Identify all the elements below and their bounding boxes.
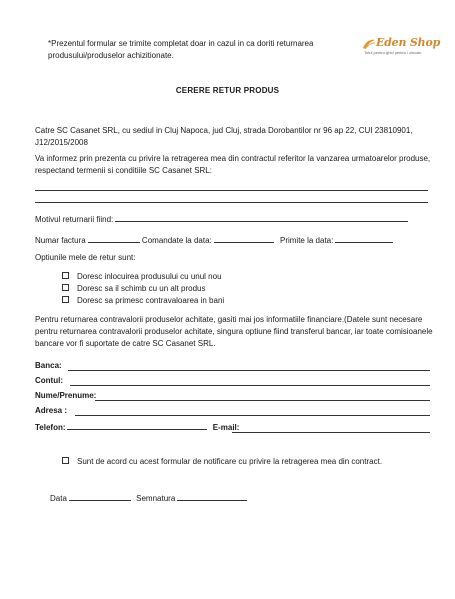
invoice-field[interactable] (88, 234, 140, 243)
eden-shop-logo (362, 36, 441, 58)
bank-field[interactable] (68, 362, 430, 371)
signature-row (50, 492, 247, 505)
account-field[interactable] (70, 377, 430, 386)
reason-field[interactable] (115, 213, 408, 222)
products-line-2[interactable] (35, 202, 428, 203)
option-replace[interactable] (62, 272, 222, 283)
option-refund[interactable] (62, 296, 224, 307)
agreement-checkbox[interactable] (62, 457, 69, 464)
option-refund-checkbox[interactable] (62, 296, 69, 303)
agreement-row[interactable] (62, 457, 382, 468)
received-label: Primite la data: (279, 236, 334, 245)
date-field[interactable] (69, 492, 131, 501)
address-row (35, 406, 430, 417)
option-replace-checkbox[interactable] (62, 272, 69, 279)
option-exchange-checkbox[interactable] (62, 284, 69, 291)
option-replace-label: Doresc inlocuirea produsului cu unul nou (77, 272, 222, 281)
email-label: E-mail: (212, 423, 240, 432)
logo-wordmark: Eden Shop (376, 36, 441, 49)
option-exchange[interactable] (62, 284, 206, 295)
date-label: Data (50, 494, 67, 503)
form-title: CERERE RETUR PRODUS (175, 86, 280, 95)
account-label: Contul: (35, 376, 63, 385)
address-field[interactable] (75, 407, 430, 416)
ordered-label: Comandate la data: (141, 236, 212, 245)
name-label: Nume/Prenume: (35, 391, 97, 400)
ordered-date-field[interactable] (214, 234, 274, 243)
signature-field[interactable] (177, 492, 247, 501)
bank-row (35, 361, 430, 372)
name-field[interactable] (95, 392, 430, 401)
received-date-field[interactable] (335, 234, 393, 243)
options-heading: Optiunile mele de retur sunt: (35, 253, 136, 262)
invoice-label: Numar factura (35, 236, 86, 245)
reason-label: Motivul returnarii fiind: (35, 215, 114, 224)
products-line-1[interactable] (35, 190, 428, 191)
email-field[interactable] (232, 424, 430, 433)
option-refund-label: Doresc sa primesc contravaloarea in bani (77, 296, 225, 305)
agreement-label: Sunt de acord cu acest formular de notificare cu privire la retragerea mea din contract. (77, 457, 383, 466)
addressee-paragraph: Catre SC Casanet SRL, cu sediul in Cluj Napoca, jud Cluj, strada Dorobantilor nr 96 ap 22, CUI 23810901, J12/2015/2008 (35, 126, 413, 147)
name-row (35, 391, 430, 402)
logo-swoosh-icon (362, 38, 376, 50)
signature-label: Semnatura (136, 494, 176, 503)
refund-info-paragraph: Pentru returnarea contravalorii produselor achitate, gasiti mai jos informatiile financiare.(Datele sunt necesare pentru returnarea contravalorii produselor achitate, singura optiune fiind transferul bancar, iar toate comisioanele bancare vor fi suportate de catre SC Casanet SRL. (35, 315, 433, 348)
phone-label: Telefon: (35, 423, 66, 432)
phone-field[interactable] (67, 421, 207, 430)
account-row (35, 376, 430, 387)
address-label: Adresa : (35, 406, 68, 415)
reason-row (35, 213, 435, 226)
invoice-dates-row (35, 234, 435, 247)
phone-email-row (35, 421, 430, 434)
logo-tagline: Totul pentru ghid pentru i cincalc (364, 50, 422, 55)
intro-paragraph: Va informez prin prezenta cu privire la retragerea mea din contractul referitor la vanzarea urmatoarelor produse, respectand termenii si conditiile SC Casanet SRL: (35, 154, 431, 175)
option-exchange-label: Doresc sa il schimb cu un alt produs (77, 284, 206, 293)
form-note: *Prezentul formular se trimite completat doar in cazul in ca doriti returnarea produsului/produselor achizitionate. (48, 39, 314, 60)
bank-label: Banca: (35, 361, 62, 370)
